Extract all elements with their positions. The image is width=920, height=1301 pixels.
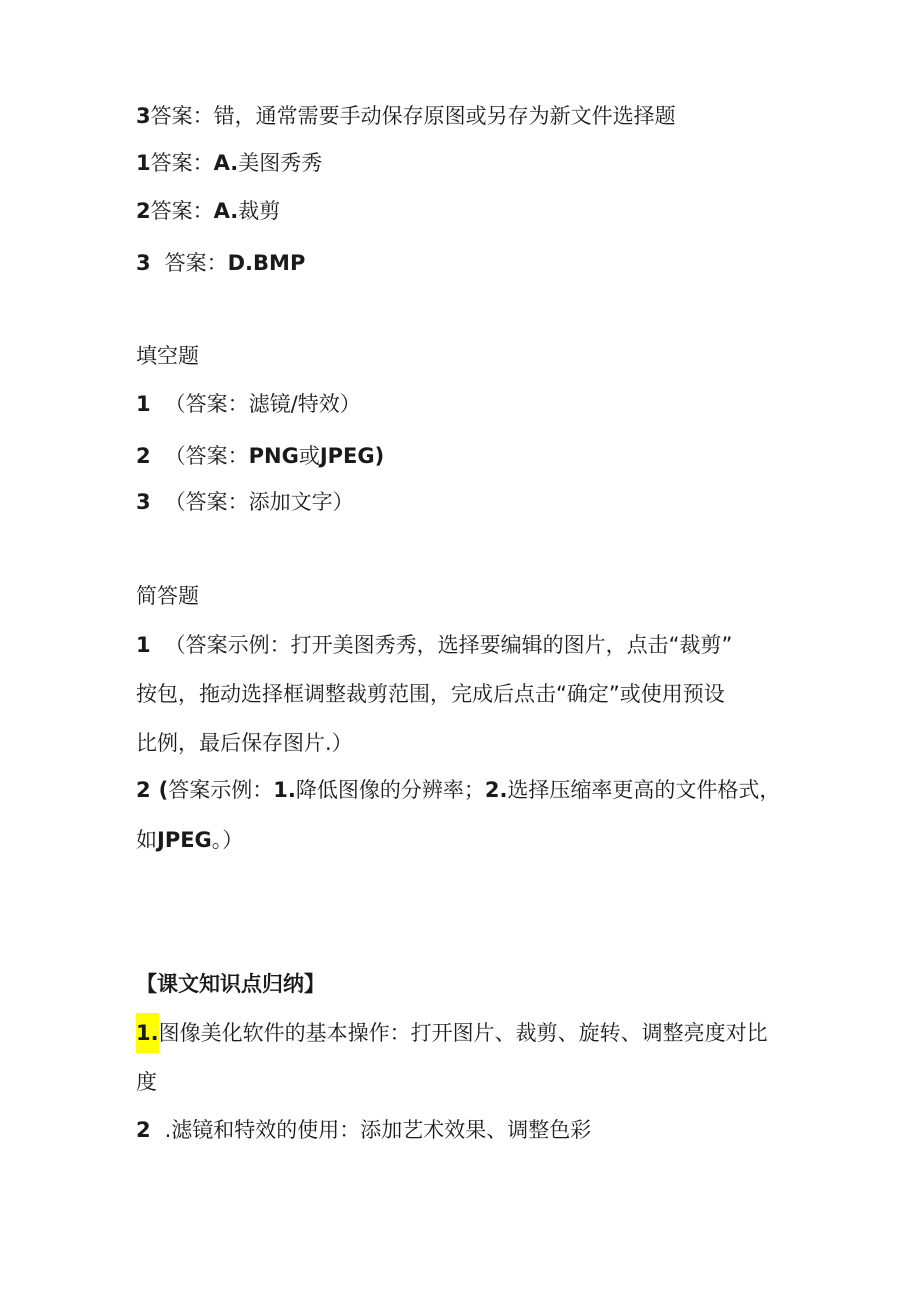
choice-q1: [136, 149, 322, 177]
summary-item-1-line1: [136, 1019, 768, 1053]
fill-section-title: 填空题: [136, 344, 199, 368]
short-q2-line2: [136, 826, 243, 854]
item-number: 2: [136, 1118, 151, 1142]
sub-number: 2.: [484, 778, 508, 802]
answer-format-1: PNG: [248, 444, 299, 468]
short-q1-line2: 按包，拖动选择框调整裁剪范围，完成后点击“确定”或使用预设: [136, 682, 725, 706]
answer-prefix: （答案：: [164, 444, 249, 468]
answer-text: 选择压缩率更高的文件格式，: [507, 778, 781, 802]
answer-text: 。）: [211, 828, 244, 852]
fill-q1: [136, 390, 361, 418]
answer-text: 如: [136, 828, 157, 852]
summary-item-2: [136, 1116, 591, 1144]
summary-item-1-line2: 度: [136, 1070, 157, 1094]
answer-label: 答案：: [150, 151, 214, 175]
answer-option: A.: [213, 199, 239, 223]
answer-lead: 答案示例：: [168, 778, 274, 802]
answer-format-2: JPEG): [319, 444, 385, 468]
fill-q2: [136, 442, 384, 470]
item-number: 3: [136, 104, 151, 128]
summary-text: .滤镜和特效的使用：添加艺术效果、调整色彩: [164, 1118, 592, 1142]
item-number: 1: [136, 392, 151, 416]
answer-text: （答案：滤镜/特效）: [164, 392, 361, 416]
item-number: 1: [136, 151, 151, 175]
answer-text: 错，通常需要手动保存原图或另存为新文件选择题: [213, 104, 676, 128]
fill-q3: [136, 488, 354, 516]
choice-q3-tail: [136, 102, 676, 130]
short-q1-line1: [136, 631, 732, 659]
answer-connector: 或: [298, 444, 320, 468]
answer-text: （答案示例：打开美图秀秀，选择要编辑的图片，点击“裁剪”: [164, 633, 733, 657]
answer-format: JPEG: [157, 828, 212, 852]
short-q2-line1: [136, 776, 780, 804]
answer-text: （答案：添加文字）: [164, 490, 354, 514]
highlighted-number: 1.: [136, 1013, 159, 1053]
answer-option: D.BMP: [227, 251, 306, 275]
answer-text: 降低图像的分辨率；: [295, 778, 485, 802]
answer-label: 答案：: [164, 251, 228, 275]
choice-q2: [136, 197, 280, 225]
answer-option: A.: [213, 151, 239, 175]
answer-label: 答案：: [150, 104, 214, 128]
item-number: 1: [136, 633, 151, 657]
sub-number: 1.: [273, 778, 296, 802]
paren: (: [158, 778, 169, 802]
item-number: 2: [136, 199, 151, 223]
item-number: 2: [136, 778, 151, 802]
summary-title: 【课文知识点归纳】: [136, 972, 325, 996]
choice-q3: [136, 249, 305, 277]
answer-label: 答案：: [150, 199, 214, 223]
summary-text: 图像美化软件的基本操作：打开图片、裁剪、旋转、调整亮度对比: [158, 1021, 768, 1045]
short-q1-line3: 比例，最后保存图片.）: [136, 731, 353, 755]
short-section-title: 简答题: [136, 584, 199, 608]
item-number: 3: [136, 251, 151, 275]
answer-text: 美图秀秀: [238, 151, 323, 175]
answer-text: 裁剪: [238, 199, 281, 223]
item-number: 3: [136, 490, 151, 514]
item-number: 2: [136, 444, 151, 468]
